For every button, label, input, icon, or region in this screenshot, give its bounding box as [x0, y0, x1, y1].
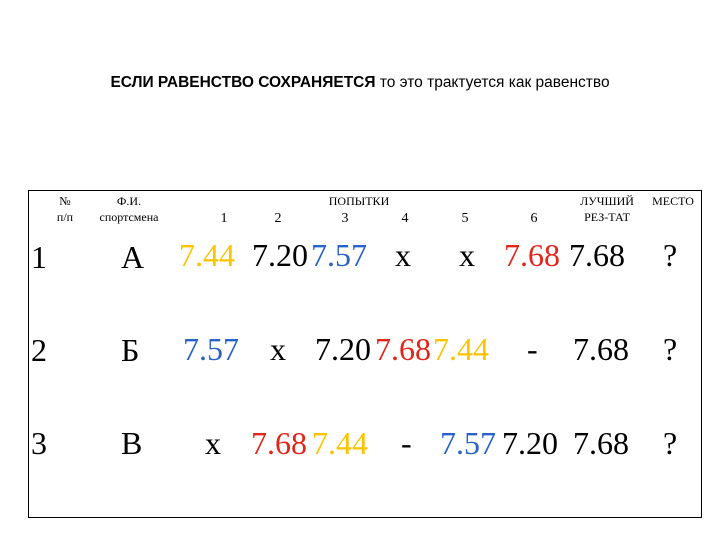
row-1-attempt-3: 7.57 — [311, 237, 367, 273]
row-2-attempt-4: 7.68 — [375, 331, 431, 367]
row-1-attempt-4: x — [395, 237, 411, 273]
row-2-attempt-5: 7.44 — [433, 331, 489, 367]
row-3-attempt-4: - — [401, 425, 412, 461]
results-table — [28, 190, 702, 518]
heading-rest: то это трактуется как равенство — [375, 74, 610, 91]
row-3-name: В — [121, 425, 143, 461]
header-attempt-5: 5 — [461, 211, 469, 226]
header-attempt-1: 1 — [220, 211, 228, 226]
row-3-attempt-5: 7.57 — [440, 425, 496, 461]
header-best-line1: ЛУЧШИЙ — [580, 194, 634, 208]
row-1-attempt-6: 7.68 — [504, 237, 560, 273]
row-2-attempt-6: - — [527, 331, 538, 367]
row-1-name: А — [121, 239, 145, 275]
row-3-attempt-6: 7.20 — [502, 425, 558, 461]
row-1-attempt-2: 7.20 — [252, 237, 308, 273]
row-2-attempt-2: x — [270, 331, 286, 367]
header-best-line2: РЕЗ-ТАТ — [584, 210, 630, 224]
heading-bold: ЕСЛИ РАВЕНСТВО СОХРАНЯЕТСЯ — [110, 74, 376, 91]
page-heading — [0, 74, 720, 92]
header-name-line1: Ф.И. — [116, 194, 142, 208]
row-3-best: 7.68 — [573, 425, 629, 461]
row-2-num: 2 — [31, 332, 47, 368]
row-3-place: ? — [663, 425, 678, 461]
header-attempt-2: 2 — [274, 211, 282, 226]
row-2-attempt-3: 7.20 — [315, 331, 371, 367]
row-3-attempt-3: 7.44 — [312, 425, 368, 461]
row-3-attempt-1: x — [205, 425, 221, 461]
row-3-attempt-2: 7.68 — [251, 425, 307, 461]
header-attempts: ПОПЫТКИ — [328, 194, 390, 208]
header-attempt-4: 4 — [401, 211, 409, 226]
header-place: МЕСТО — [652, 194, 694, 208]
row-1-num: 1 — [31, 239, 47, 275]
header-attempt-3: 3 — [341, 211, 349, 226]
row-2-place: ? — [663, 331, 678, 367]
row-1-place: ? — [663, 237, 678, 273]
header-name-line2: спортсмена — [99, 210, 159, 224]
header-num-line1: № — [59, 194, 71, 208]
row-2-name: Б — [121, 332, 140, 368]
row-1-attempt-5: x — [459, 237, 475, 273]
row-1-best: 7.68 — [569, 237, 625, 273]
row-2-best: 7.68 — [573, 331, 629, 367]
header-num-line2: п/п — [56, 210, 74, 224]
row-2-attempt-1: 7.57 — [183, 331, 239, 367]
row-3-num: 3 — [31, 425, 47, 461]
header-attempt-6: 6 — [530, 211, 538, 226]
row-1-attempt-1: 7.44 — [179, 237, 235, 273]
